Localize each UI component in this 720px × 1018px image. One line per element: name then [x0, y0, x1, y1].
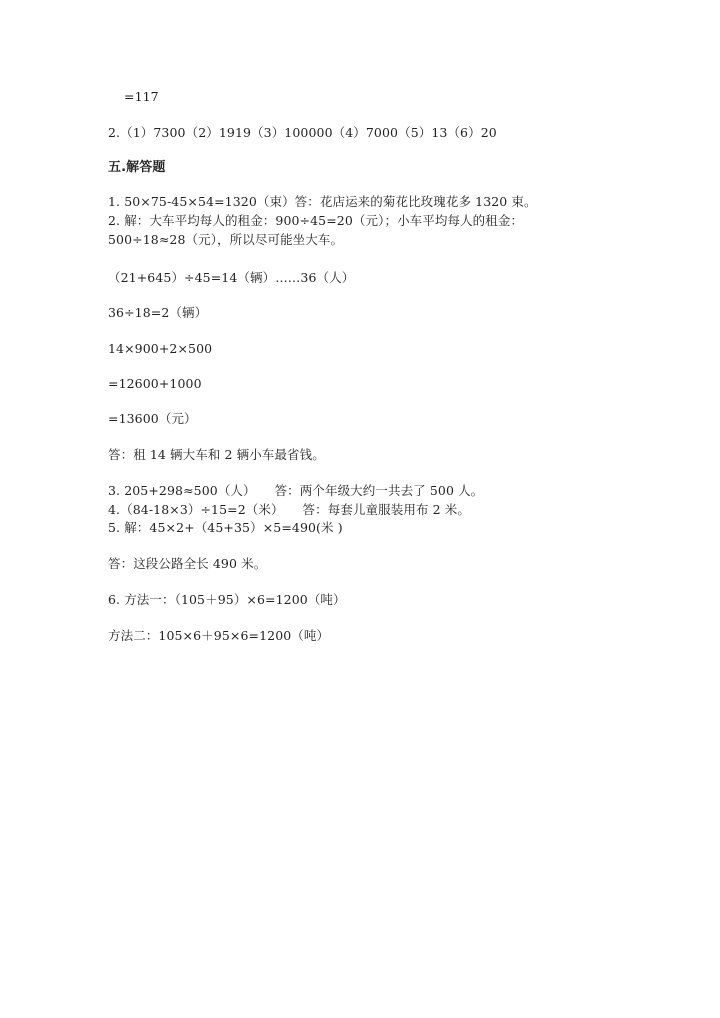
answer-line-problem-2-step-4: =12600+1000	[108, 376, 202, 391]
answer-line-problem-1: 1. 50×75-45×54=1320（束）答：花店运来的菊花比玫瑰花多 1320 束。	[108, 194, 537, 209]
answer-line-problem-2-answer: 答：租 14 辆大车和 2 辆小车最省钱。	[108, 447, 325, 462]
section-heading-solve-problems: 五.解答题	[108, 160, 166, 175]
answer-line-problem-5-answer: 答：这段公路全长 490 米。	[108, 556, 267, 571]
answer-line-problem-5: 5. 解：45×2+（45+35）×5=490(米 )	[108, 520, 343, 535]
answer-line-q2-fill-blanks: 2.（1）7300（2）1919（3）100000（4）7000（5）13（6）20	[108, 125, 497, 140]
answer-line-problem-3: 3. 205+298≈500（人） 答：两个年级大约一共去了 500 人。	[108, 483, 484, 498]
answer-line-problem-6-method-1: 6. 方法一：（105＋95）×6=1200（吨）	[108, 592, 346, 607]
answer-line-problem-6-method-2: 方法二：105×6＋95×6=1200（吨）	[108, 628, 330, 643]
answer-line-problem-2: 2. 解：大车平均每人的租金：900÷45=20（元）；小车平均每人的租金：	[108, 213, 524, 228]
answer-line-problem-2-cont: 500÷18≈28（元），所以尽可能坐大车。	[108, 232, 344, 247]
answer-line-problem-2-step-3: 14×900+2×500	[108, 341, 213, 356]
answer-line-problem-2-step-1: （21+645）÷45=14（辆）……36（人）	[108, 270, 355, 285]
answer-line-problem-4: 4.（84-18×3）÷15=2（米） 答：每套儿童服装用布 2 米。	[108, 502, 470, 517]
answer-line-problem-2-step-2: 36÷18=2（辆）	[108, 305, 208, 320]
answer-line-result-117: =117	[124, 89, 159, 104]
answer-line-problem-2-step-5: =13600（元）	[108, 411, 197, 426]
